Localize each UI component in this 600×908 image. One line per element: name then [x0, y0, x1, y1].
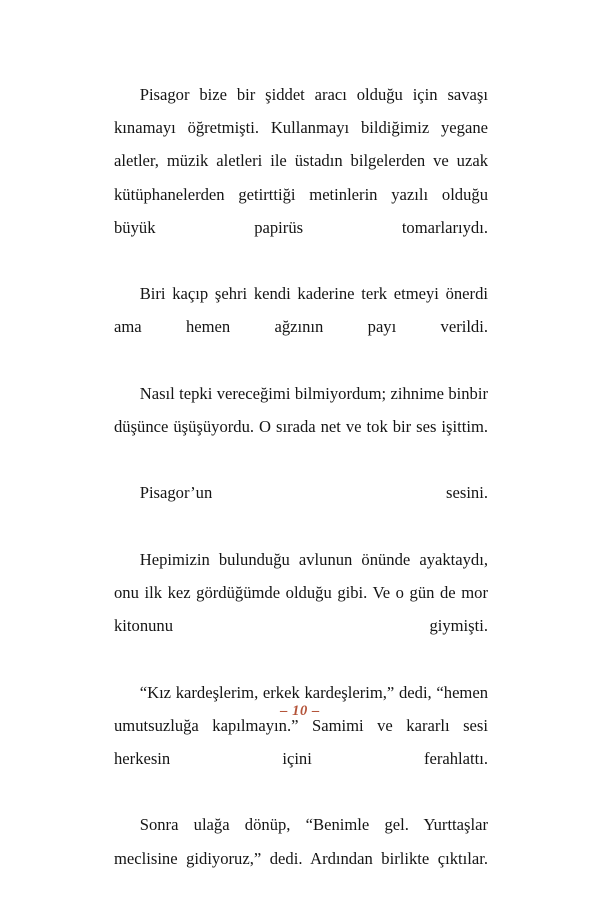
page-body-text [114, 78, 488, 908]
page-number-folio: – 10 – [280, 703, 320, 719]
paragraph: “Kız kardeşlerim, erkek kardeşlerim,” dedi, “hemen umutsuzluğa kapılmayın.” Samimi ve kararlı sesi herkesin içini ferahlattı. [114, 682, 488, 769]
paragraph: Sonra ulağa dönüp, “Benimle gel. Yurttaşlar meclisine gidiyoruz,” dedi. Ardından birlikte çıktılar. [114, 815, 488, 868]
paragraph: Nasıl tepki vereceğimi bilmiyordum; zihnime binbir düşünce üşüşüyordu. O sırada net ve tok bir ses işittim. [114, 383, 488, 437]
paragraph: Hepimizin bulunduğu avlunun önünde ayaktaydı, onu ilk kez gördüğümde olduğu gibi. Ve o gün de mor kitonunu giymişti. [114, 549, 488, 636]
paragraph: Pisagor’un sesini. [139, 483, 488, 503]
paragraph: Pisagor bize bir şiddet aracı olduğu için savaşı kınamayı öğretmişti. Kullanmayı bildiğimiz yegane aletler, müzik aletleri ile üstadın bilgelerden ve uzak kütüphanelerden getirttiği metinlerin yazılı olduğu büyük papirüs tomarlarıydı. [114, 85, 488, 237]
paragraph: Biri kaçıp şehri kendi kaderine terk etmeyi önerdi ama hemen ağzının payı verildi. [114, 284, 488, 337]
